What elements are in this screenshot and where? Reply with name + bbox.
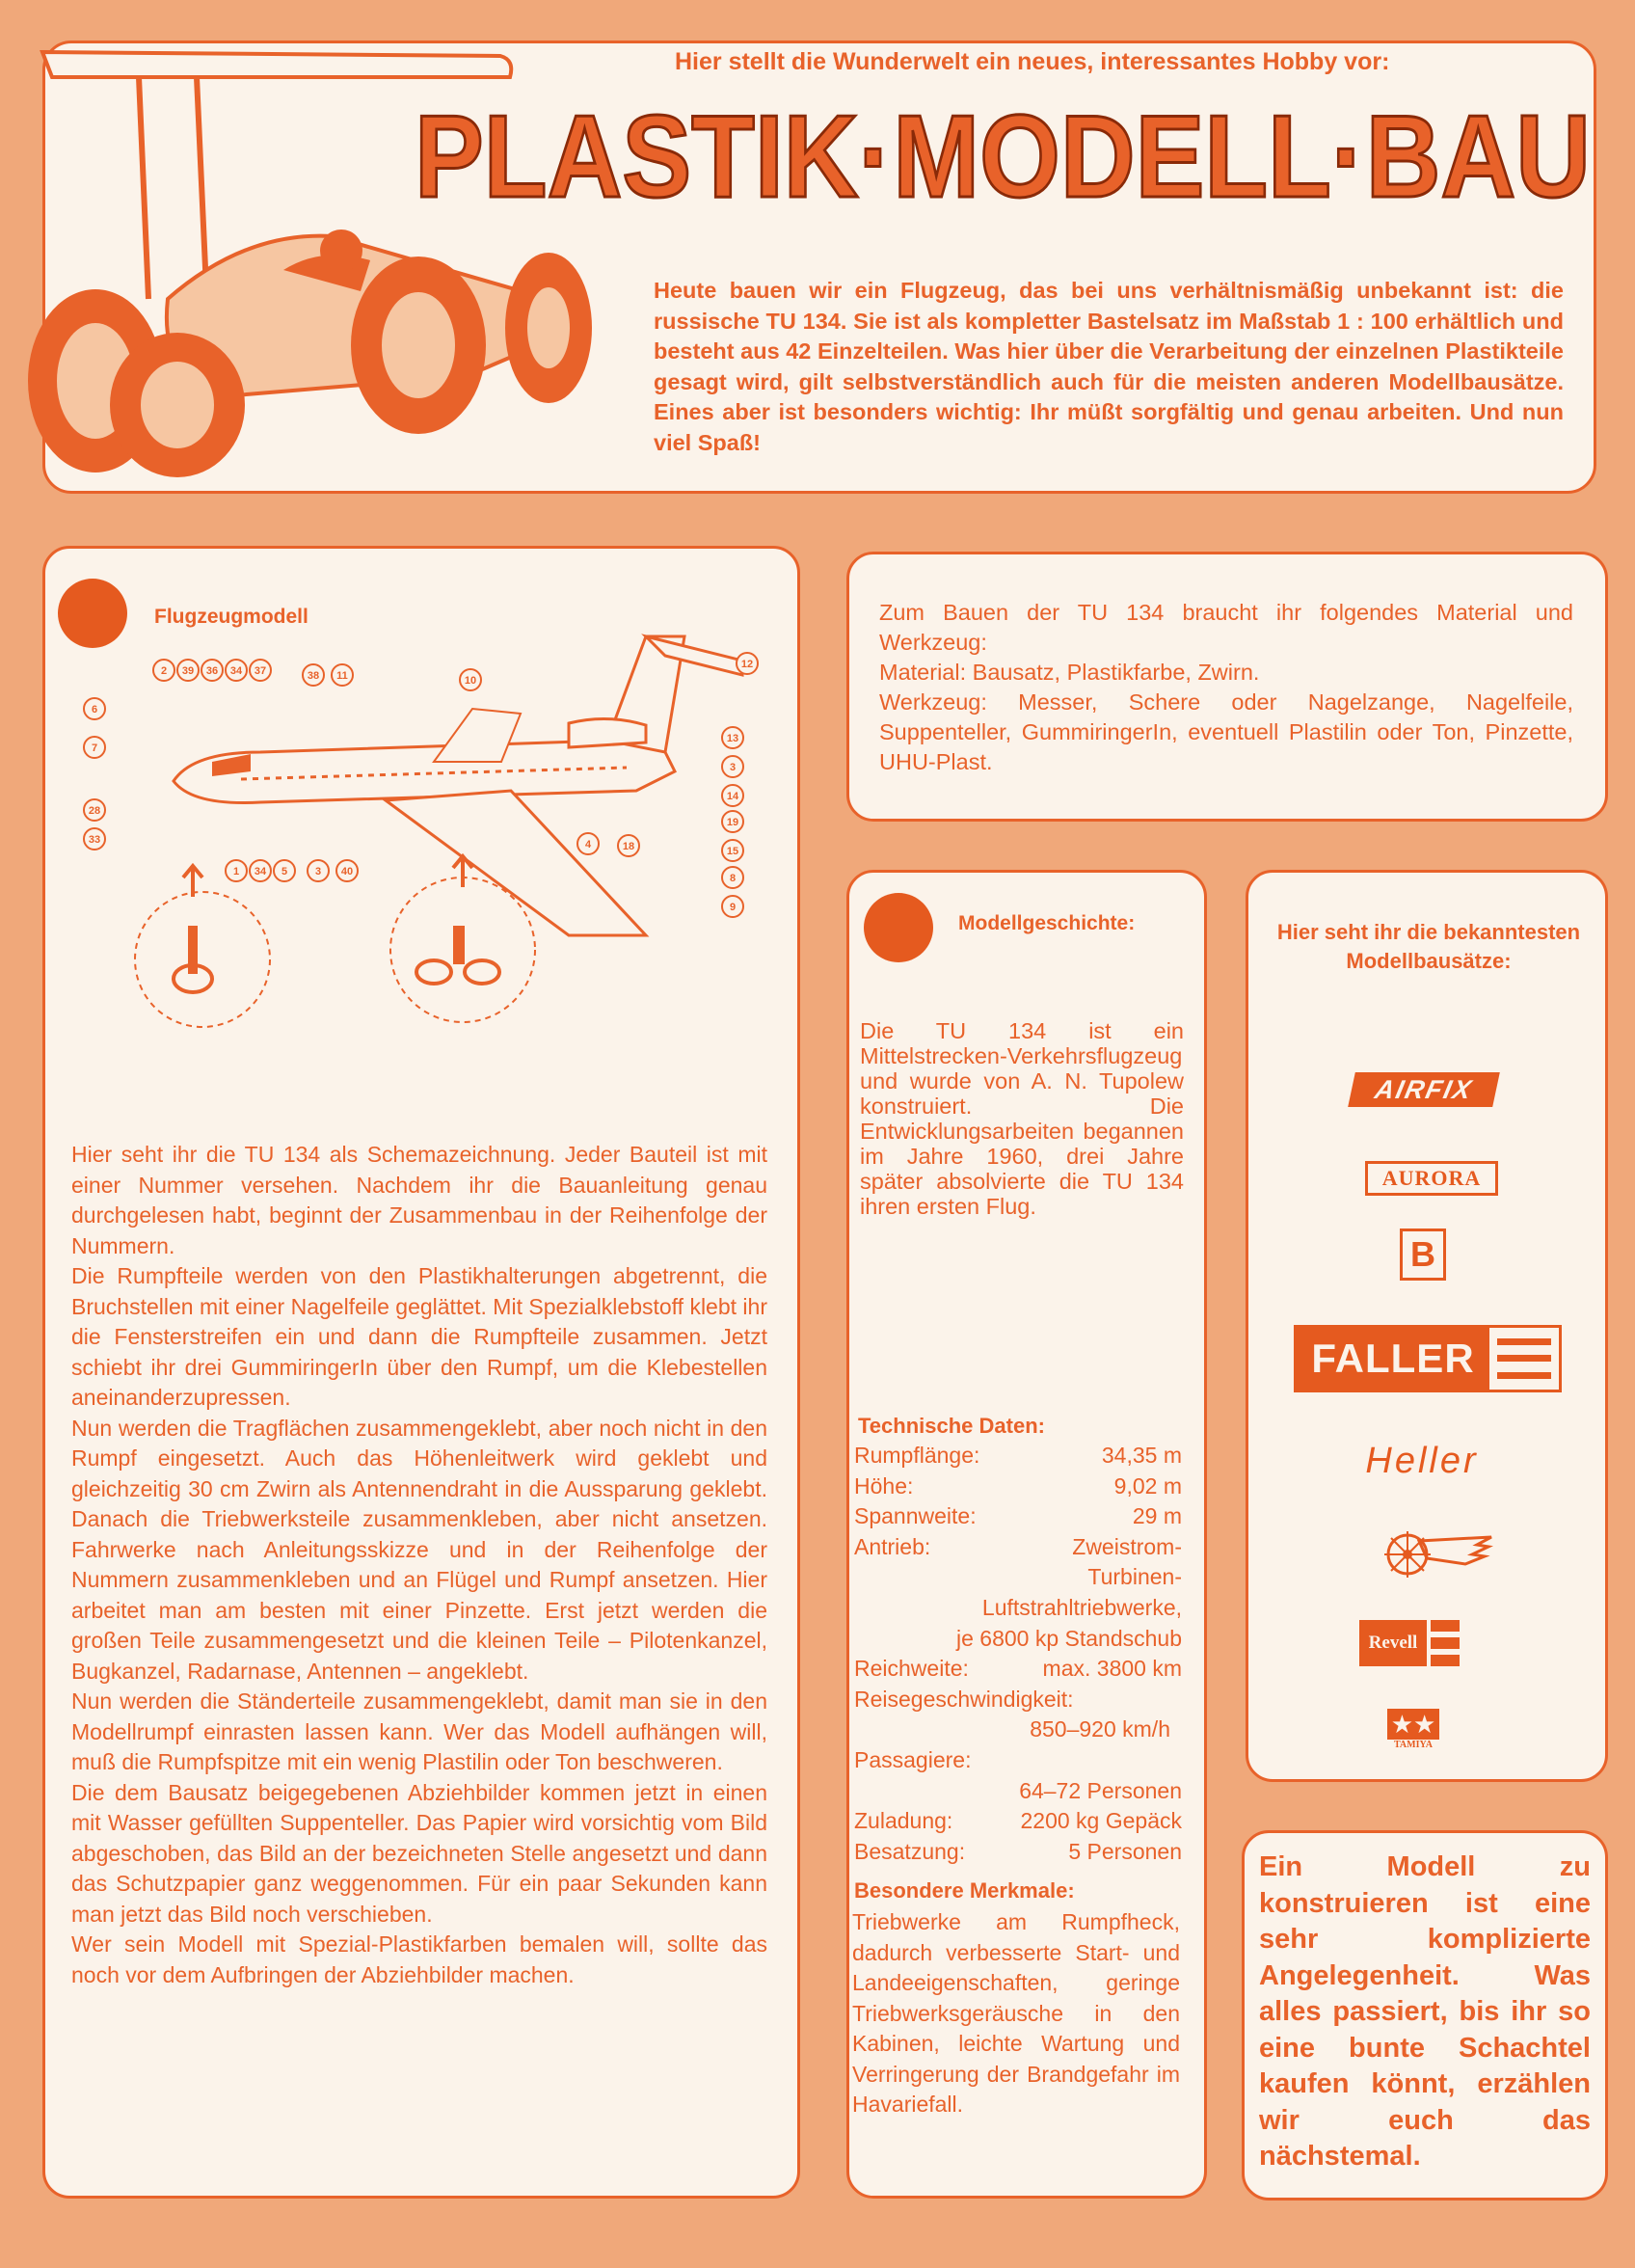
part-number-label: 18 bbox=[622, 841, 635, 852]
tech-row bbox=[854, 1654, 1182, 1685]
brands-heading: Hier seht ihr die bekanntesten Modellbausätze: bbox=[1276, 920, 1581, 973]
part-number-label: 10 bbox=[464, 675, 477, 687]
tech-value: 29 m bbox=[1132, 1503, 1182, 1529]
tech-value: 2200 kg Gepäck bbox=[1020, 1808, 1182, 1834]
part-number-label: 11 bbox=[336, 670, 348, 682]
tech-value: 9,02 m bbox=[1113, 1472, 1182, 1498]
tamiya-label: TAMIYA bbox=[1393, 1740, 1433, 1750]
header-title bbox=[405, 83, 1600, 222]
part-number-label: 38 bbox=[307, 670, 320, 682]
part-number-label: 8 bbox=[729, 873, 737, 884]
faller-logo bbox=[1294, 1325, 1562, 1392]
tech-label: Antrieb: bbox=[854, 1533, 931, 1559]
materials-intro: Zum Bauen der TU 134 braucht ihr folgendes Material und Werkzeug: bbox=[879, 600, 1573, 655]
part-number-label: 3 bbox=[729, 762, 737, 773]
revell-logo bbox=[1359, 1616, 1463, 1670]
part-number-label: 3 bbox=[314, 866, 322, 878]
history-body: Die TU 134 ist ein Mittelstrecken-Verkehrsflugzeug und wurde von A. N. Tupolew konstruiert. Die Entwicklungsarbeiten begannen im Jahre 1960, drei Jahre später absolvierte die TU 134 ihren ersten Flug. bbox=[860, 1018, 1184, 1219]
header-kicker: Hier stellt die Wunderwelt ein neues, interessantes Hobby vor: bbox=[675, 48, 1390, 75]
tamiya-stars-icon: ★★ bbox=[1387, 1709, 1440, 1740]
tech-value: je 6800 kp Standschub bbox=[955, 1625, 1182, 1651]
tech-row bbox=[854, 1806, 1182, 1837]
tech-value: 64–72 Personen bbox=[1019, 1777, 1182, 1803]
part-number-label: 9 bbox=[729, 902, 737, 913]
history-heading: Modellgeschichte: bbox=[958, 912, 1136, 934]
part-number-label: 14 bbox=[726, 791, 739, 802]
tools-list: Werkzeug: Messer, Schere oder Nagelzange, Nagelfeile, Suppenteller, GummiringerIn, eventuell Plastilin oder Ton, Pinzette, UHU-Plast. bbox=[879, 689, 1573, 774]
aurora-label: AURORA bbox=[1381, 1166, 1482, 1190]
heller-label: Heller bbox=[1365, 1440, 1479, 1481]
part-number-label: 33 bbox=[88, 834, 101, 846]
tech-value: 34,35 m bbox=[1101, 1443, 1182, 1468]
tech-value: 5 Personen bbox=[1068, 1838, 1182, 1864]
part-number-label: 39 bbox=[181, 665, 195, 677]
model-heading: Flugzeugmodell bbox=[154, 606, 308, 628]
part-number-label: 34 bbox=[254, 866, 267, 878]
part-number-label: 40 bbox=[340, 866, 354, 878]
aurora-logo bbox=[1365, 1161, 1498, 1196]
model-body-p4: Nun werden die Ständerteile zusammengeklebt, damit man sie in den Modellrumpf einrasten lassen kann. Wer das Modell aufhängen will, muß die Rumpfspitze mit ein wenig Plastilin oder Ton beschweren. bbox=[71, 1688, 767, 1774]
tech-data bbox=[854, 1441, 1182, 1867]
features-heading: Besondere Merkmale: bbox=[854, 1878, 1075, 1903]
tech-row bbox=[854, 1837, 1182, 1868]
faller-label: FALLER bbox=[1311, 1336, 1475, 1381]
part-number-label: 2 bbox=[160, 665, 168, 677]
model-body-p1: Hier seht ihr die TU 134 als Schemazeichnung. Jeder Bauteil ist mit einer Nummer versehen. Nachdem ihr die Bauanleitung genau durchgelesen habt, beginnt der Zusammenbau in der Reihenfolge der Nummern. bbox=[71, 1142, 767, 1258]
tech-label: Reichweite: bbox=[854, 1656, 969, 1682]
tech-label: Reisegeschwindigkeit: bbox=[854, 1686, 1074, 1712]
airfix-logo bbox=[1348, 1072, 1500, 1107]
tech-label: Besatzung: bbox=[854, 1838, 966, 1864]
part-number-label: 37 bbox=[254, 665, 267, 677]
tech-value: max. 3800 km bbox=[1042, 1656, 1182, 1682]
teaser-text: Ein Modell zu konstruieren ist eine sehr komplizierte Angelegenheit. Was alles passiert, bis ihr so eine bunte Schachtel kaufen könnt, erzählen wir euch das nächstemal. bbox=[1259, 1851, 1591, 2172]
materials-list: Material: Bausatz, Plastikfarbe, Zwirn. bbox=[879, 660, 1260, 685]
model-body bbox=[71, 1140, 767, 1990]
part-number-label: 15 bbox=[726, 846, 739, 857]
winged-wheel-logo bbox=[1380, 1527, 1496, 1581]
tech-value: Luftstrahltriebwerke, bbox=[981, 1594, 1182, 1620]
faller-stripes-icon bbox=[1489, 1328, 1559, 1390]
tech-row bbox=[854, 1532, 1182, 1563]
model-body-p3: Nun werden die Tragflächen zusammengeklebt, aber noch nicht in den Rumpf eingesetzt. Auch das Höhenleitwerk wird geklebt und gleichzeitig 30 cm Zwirn als Antennendraht in die Aussparung geklebt. Danach die Triebwerksteile zusammenkleben, aber nicht ansetzen. Fahrwerke nach Anleitungsskizze und in der Reihenfolge der Nummern zusammenkleben und an Flügel und Rumpf ansetzen. Hier arbeitet man am besten mit einer Pinzette. Erst jetzt werden die großen Teile zusammengesetzt und die kleinen Teile – Pilotenkanzel, Bugkanzel, Radarnase, Antennen – angeklebt. bbox=[71, 1415, 767, 1684]
tech-value: Zweistrom- bbox=[1072, 1533, 1182, 1559]
section-bullet-icon bbox=[864, 893, 933, 962]
part-number-label: 1 bbox=[232, 866, 240, 878]
part-number-label: 7 bbox=[91, 742, 98, 754]
part-number-label: 5 bbox=[281, 866, 288, 878]
tamiya-logo bbox=[1382, 1709, 1444, 1763]
heller-logo bbox=[1340, 1437, 1504, 1485]
airfix-label: AIRFIX bbox=[1372, 1074, 1476, 1104]
part-number-label: 28 bbox=[88, 805, 101, 817]
part-number-label: 34 bbox=[229, 665, 243, 677]
model-body-p5: Die dem Bausatz beigegebenen Abziehbilder kommen jetzt in einen mit Wasser gefüllten Suppenteller. Das Papier wird vorsichtig vom Bild abgeschoben, das Bild an der bezeichneten Stelle angesetzt und dann das Schutzpapier ganz weggenommen. Für ein paar Sekunden kann man jetzt das Bild noch verschieben. bbox=[71, 1779, 767, 1927]
part-number-label: 4 bbox=[584, 839, 592, 850]
tech-label: Höhe: bbox=[854, 1472, 914, 1498]
features-body: Triebwerke am Rumpfheck, dadurch verbesserte Start- und Landeeigenschaften, geringe Triebwerksgeräusche in den Kabinen, leichte Wartung und Verringerung der Brandgefahr im Havariefall. bbox=[852, 1909, 1180, 2117]
part-number-label: 12 bbox=[740, 659, 754, 670]
b-logo bbox=[1400, 1228, 1446, 1281]
header-intro: Heute bauen wir ein Flugzeug, das bei uns verhältnismäßig unbekannt ist: die russische TU 134. Sie ist als kompletter Bastelsatz im Maßstab 1 : 100 erhältlich und besteht aus 42 Einzelteilen. Was hier über die Verarbeitung der einzelnen Plastikteile gesagt wird, gilt selbstverständlich auch für die meisten anderen Modellbausätze. Eines aber ist besonders wichtig: Ihr müßt sorgfältig und genau arbeiten. Und nun viel Spaß! bbox=[654, 278, 1564, 455]
materials-text bbox=[879, 598, 1573, 777]
tech-heading: Technische Daten: bbox=[858, 1414, 1045, 1438]
model-body-p6: Wer sein Modell mit Spezial-Plastikfarben bemalen will, sollte das noch vor dem Aufbringen der Abziehbilder machen. bbox=[71, 1931, 767, 1987]
tech-label: Passagiere: bbox=[854, 1746, 972, 1772]
header-title-text: PLASTIK·MODELL·BAU bbox=[415, 91, 1591, 222]
revell-label: Revell bbox=[1368, 1633, 1418, 1653]
tech-row bbox=[854, 1441, 1182, 1472]
part-number-label: 36 bbox=[205, 665, 219, 677]
tech-label: Spannweite: bbox=[854, 1503, 977, 1529]
model-body-p2: Die Rumpfteile werden von den Plastikhalterungen abgetrennt, die Bruchstellen mit einer Nagelfeile geglättet. Mit Spezialklebstoff klebt ihr die Fensterstreifen ein und dann die Rumpfteile zusammen. Jetzt schiebt ihr drei GummiringerIn über den Rumpf, um die Klebestellen aneinanderzupressen. bbox=[71, 1263, 767, 1410]
tech-row bbox=[854, 1472, 1182, 1502]
revell-e-icon bbox=[1431, 1620, 1460, 1666]
part-number-label: 19 bbox=[726, 817, 739, 828]
b-label: B bbox=[1410, 1234, 1435, 1274]
tech-value: 850–920 km/h bbox=[1030, 1716, 1170, 1742]
tech-label: Zuladung: bbox=[854, 1808, 953, 1834]
tech-row bbox=[854, 1501, 1182, 1532]
part-number-label: 6 bbox=[91, 704, 98, 716]
tech-label: Rumpflänge: bbox=[854, 1443, 980, 1468]
aircraft-schematic bbox=[67, 617, 781, 1061]
part-number-label: 13 bbox=[726, 733, 739, 744]
tech-value: Turbinen- bbox=[1087, 1564, 1182, 1590]
